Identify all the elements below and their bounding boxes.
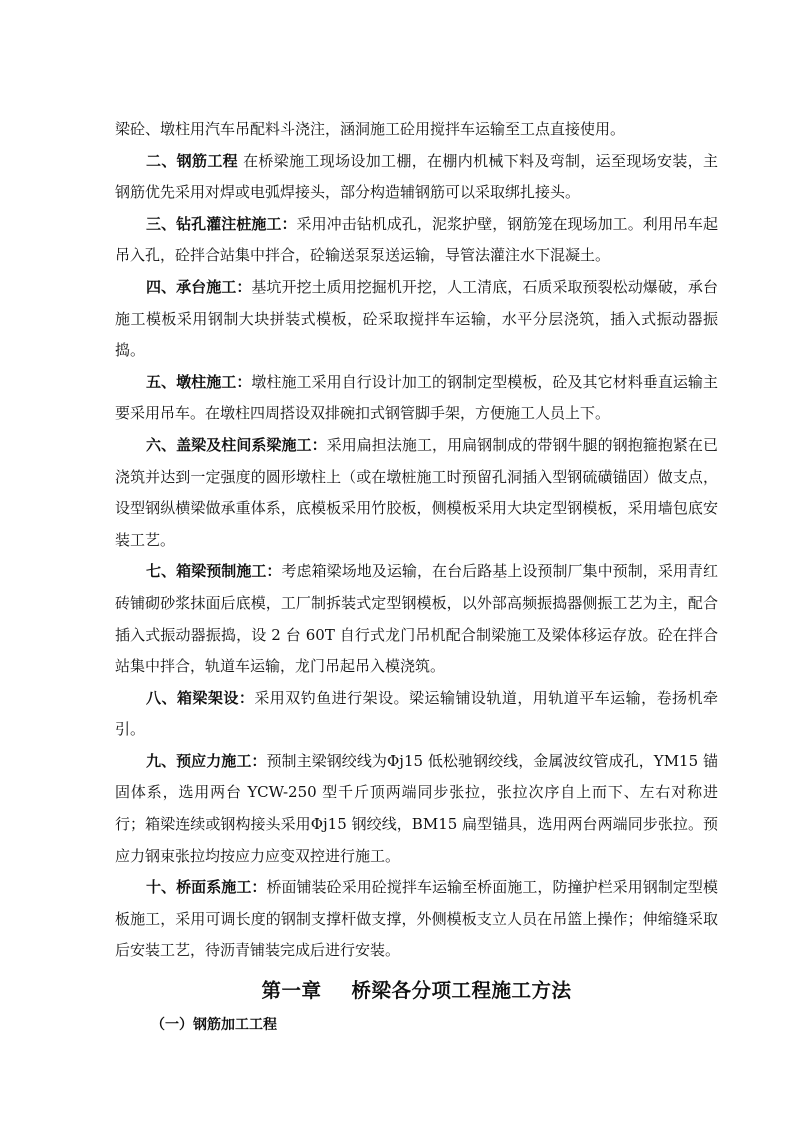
chapter-number: 第一章	[261, 979, 322, 1003]
paragraph-heading: 十、桥面系施工：	[146, 878, 267, 897]
paragraph-heading: 九、预应力施工：	[146, 751, 267, 770]
paragraph-bored-pile	[115, 209, 718, 272]
paragraph-text: 基坑开挖土质用挖掘机开挖，人工清底，石质采取预裂松动爆破，承台施工模板采用钢制大块拼装式模板，砼采取搅拌车运输，水平分层浇筑，插入式振动器振捣。	[115, 277, 718, 360]
paragraph-heading: 三、钻孔灌注桩施工：	[146, 214, 297, 233]
paragraph-heading: 七、箱梁预制施工：	[146, 562, 282, 581]
section-heading: （一）钢筋加工工程	[151, 1017, 277, 1034]
paragraph-heading: 五、墩柱施工：	[146, 372, 252, 391]
paragraph-continued	[115, 114, 718, 146]
chapter-heading	[115, 971, 718, 1011]
paragraph-text: 考虑箱梁场地及运输，在台后路基上设预制厂集中预制，采用青红砖铺砌砂浆抹面后底模，工厂制拆装式定型钢模板，以外部高频振捣器侧振工艺为主，配合插入式振动器振捣，设 2 台 60T 自行式龙门吊机配合制梁施工及梁体移运存放。砼在拌合站集中拌合，轨道车运输，龙门吊起吊入模浇筑。	[115, 562, 718, 676]
paragraph-text: 在桥梁施工现场设加工棚，在棚内机械下料及弯制，运至现场安装，主钢筋优先采用对焊或电弧焊接头，部分构造辅钢筋可以采取绑扎接头。	[115, 151, 718, 202]
paragraph-text: 桥面铺装砼采用砼搅拌车运输至桥面施工，防撞护栏采用钢制定型模板施工，采用可调长度的钢制支撑杆做支撑，外侧模板支立人员在吊篮上操作；伸缩缝采取后安装工艺，待沥青铺装完成后进行安装。	[115, 878, 718, 960]
paragraph-box-girder-precast	[115, 556, 718, 682]
paragraph-text: 采用双钓鱼进行架设。梁运输铺设轨道，用轨道平车运输，卷扬机牵引。	[115, 688, 718, 739]
paragraph-box-girder-erection	[115, 683, 718, 746]
paragraph-capping-beam	[115, 430, 718, 556]
paragraph-heading: 六、盖梁及柱间系梁施工：	[146, 435, 327, 454]
paragraph-prestress	[115, 746, 718, 872]
paragraph-heading: 二、钢筋工程	[146, 151, 238, 170]
paragraph-pile-cap	[115, 272, 718, 367]
paragraph-text: 预制主梁钢绞线为Φj15 低松驰钢绞线，金属波纹管成孔，YM15 锚固体系，选用两台 YCW-250 型千斤顶两端同步张拉，张拉次序自上而下、左右对称进行；箱梁连续或钢构接头采用Φj15 钢绞线，BM15 扁型锚具，选用两台两端同步张拉。预应力钢束张拉均按应力应变双控进行施工。	[115, 751, 718, 865]
paragraph-text: 采用扁担法施工，用扁钢制成的带钢牛腿的钢抱箍抱紧在已浇筑并达到一定强度的圆形墩柱上（或在墩桩施工时预留孔洞插入型钢硫磺锚固）做支点，设型钢纵横梁做承重体系，底模板采用竹胶板，侧模板采用大块定型钢模板，采用墙包底安装工艺。	[115, 435, 718, 549]
paragraph-text: 墩柱施工采用自行设计加工的钢制定型模板，砼及其它材料垂直运输主要采用吊车。在墩柱四周搭设双排碗扣式钢管脚手架，方便施工人员上下。	[115, 372, 718, 423]
paragraph-text: 采用冲击钻机成孔，泥浆护壁，钢筋笼在现场加工。利用吊车起吊入孔，砼拌合站集中拌合，砼输送泵泵送运输，导管法灌注水下混凝土。	[115, 214, 718, 265]
chapter-title: 桥梁各分项工程施工方法	[351, 979, 572, 1003]
paragraph-pier	[115, 367, 718, 430]
paragraph-text: 梁砼、墩柱用汽车吊配料斗浇注，涵洞施工砼用搅拌车运输至工点直接使用。	[115, 120, 626, 138]
paragraph-rebar	[115, 146, 718, 209]
paragraph-heading: 四、承台施工：	[146, 277, 252, 296]
document-body	[115, 114, 718, 1039]
paragraph-heading: 八、箱梁架设：	[146, 688, 255, 707]
paragraph-deck	[115, 872, 718, 967]
